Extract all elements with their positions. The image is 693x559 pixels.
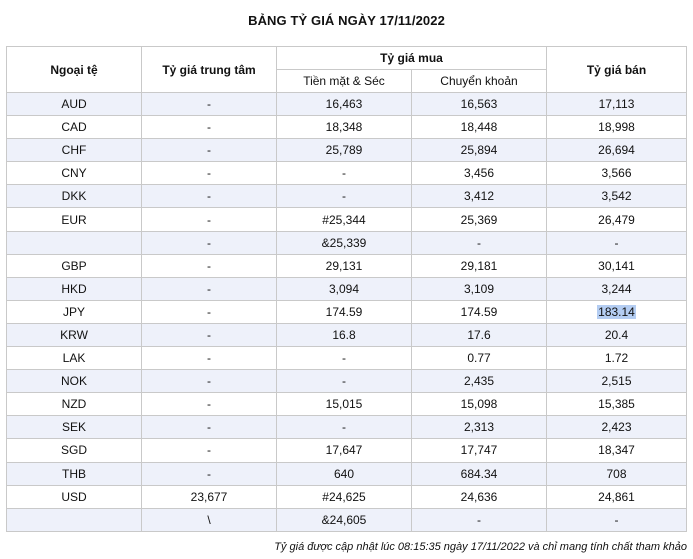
cell-buy-cash: 174.59 <box>277 300 412 323</box>
cell-central-rate: - <box>142 231 277 254</box>
cell-currency: SEK <box>7 416 142 439</box>
cell-buy-cash: 18,348 <box>277 116 412 139</box>
cell-central-rate: - <box>142 462 277 485</box>
cell-sell-rate: 18,347 <box>547 439 687 462</box>
cell-buy-transfer: 3,456 <box>412 162 547 185</box>
cell-buy-cash: - <box>277 162 412 185</box>
table-row <box>7 254 687 277</box>
cell-buy-cash: #24,625 <box>277 485 412 508</box>
table-row <box>7 208 687 231</box>
cell-central-rate: - <box>142 116 277 139</box>
cell-central-rate: - <box>142 185 277 208</box>
table-row <box>7 185 687 208</box>
header-buy-rate: Tỷ giá mua <box>277 47 547 70</box>
header-buy-cash: Tiền mặt & Séc <box>277 70 412 93</box>
cell-buy-transfer: 24,636 <box>412 485 547 508</box>
cell-central-rate: - <box>142 93 277 116</box>
cell-sell-rate: 17,113 <box>547 93 687 116</box>
cell-buy-transfer: 16,563 <box>412 93 547 116</box>
cell-currency: NZD <box>7 393 142 416</box>
cell-sell-rate: - <box>547 508 687 531</box>
cell-currency <box>7 508 142 531</box>
cell-currency: LAK <box>7 347 142 370</box>
cell-sell-rate: 3,244 <box>547 277 687 300</box>
table-row <box>7 416 687 439</box>
cell-buy-transfer: 3,412 <box>412 185 547 208</box>
cell-currency: DKK <box>7 185 142 208</box>
cell-sell-rate: 20.4 <box>547 323 687 346</box>
cell-sell-rate: 26,694 <box>547 139 687 162</box>
cell-buy-transfer: 174.59 <box>412 300 547 323</box>
cell-sell-rate: - <box>547 231 687 254</box>
table-row <box>7 277 687 300</box>
cell-central-rate: - <box>142 208 277 231</box>
cell-sell-rate: 3,566 <box>547 162 687 185</box>
table-row <box>7 462 687 485</box>
cell-currency: USD <box>7 485 142 508</box>
cell-central-rate: - <box>142 393 277 416</box>
cell-sell-rate: 24,861 <box>547 485 687 508</box>
cell-sell-rate: 30,141 <box>547 254 687 277</box>
cell-buy-cash: - <box>277 416 412 439</box>
cell-sell-rate: 18,998 <box>547 116 687 139</box>
selected-text[interactable]: 183.14 <box>598 304 635 319</box>
cell-currency: HKD <box>7 277 142 300</box>
cell-buy-cash: 25,789 <box>277 139 412 162</box>
cell-buy-cash: 16.8 <box>277 323 412 346</box>
cell-buy-transfer: 684.34 <box>412 462 547 485</box>
cell-buy-transfer: 18,448 <box>412 116 547 139</box>
cell-central-rate: - <box>142 254 277 277</box>
cell-buy-cash: 640 <box>277 462 412 485</box>
cell-central-rate: - <box>142 139 277 162</box>
cell-buy-cash: 3,094 <box>277 277 412 300</box>
cell-currency: THB <box>7 462 142 485</box>
cell-currency: AUD <box>7 93 142 116</box>
cell-central-rate: - <box>142 300 277 323</box>
cell-central-rate: - <box>142 162 277 185</box>
cell-central-rate: 23,677 <box>142 485 277 508</box>
table-row <box>7 139 687 162</box>
cell-buy-transfer: 2,435 <box>412 370 547 393</box>
cell-sell-rate <box>547 300 687 323</box>
header-sell-rate: Tỷ giá bán <box>547 47 687 93</box>
cell-currency: CHF <box>7 139 142 162</box>
table-row <box>7 485 687 508</box>
cell-central-rate: - <box>142 277 277 300</box>
cell-buy-cash: 29,131 <box>277 254 412 277</box>
cell-currency: GBP <box>7 254 142 277</box>
header-buy-transfer: Chuyển khoản <box>412 70 547 93</box>
cell-buy-cash: &25,339 <box>277 231 412 254</box>
cell-sell-rate: 2,515 <box>547 370 687 393</box>
cell-buy-transfer: 29,181 <box>412 254 547 277</box>
cell-buy-cash: - <box>277 347 412 370</box>
cell-currency: CNY <box>7 162 142 185</box>
table-row <box>7 508 687 531</box>
table-row <box>7 323 687 346</box>
table-row <box>7 439 687 462</box>
cell-buy-cash: &24,605 <box>277 508 412 531</box>
exchange-rate-table <box>6 46 687 532</box>
cell-sell-rate: 15,385 <box>547 393 687 416</box>
cell-currency: CAD <box>7 116 142 139</box>
cell-buy-cash: - <box>277 370 412 393</box>
cell-central-rate: \ <box>142 508 277 531</box>
cell-central-rate: - <box>142 439 277 462</box>
cell-central-rate: - <box>142 347 277 370</box>
table-row <box>7 93 687 116</box>
table-row <box>7 370 687 393</box>
page-title: BẢNG TỶ GIÁ NGÀY 17/11/2022 <box>248 13 445 28</box>
cell-buy-transfer: - <box>412 508 547 531</box>
cell-sell-rate: 1.72 <box>547 347 687 370</box>
cell-sell-rate: 708 <box>547 462 687 485</box>
cell-buy-transfer: 15,098 <box>412 393 547 416</box>
header-central-rate: Tỷ giá trung tâm <box>142 47 277 93</box>
cell-buy-cash: #25,344 <box>277 208 412 231</box>
cell-buy-transfer: 3,109 <box>412 277 547 300</box>
cell-buy-cash: - <box>277 185 412 208</box>
cell-sell-rate: 3,542 <box>547 185 687 208</box>
cell-buy-transfer: 25,369 <box>412 208 547 231</box>
cell-buy-transfer: - <box>412 231 547 254</box>
cell-sell-rate: 26,479 <box>547 208 687 231</box>
rate-table-body <box>7 93 687 532</box>
cell-sell-rate: 2,423 <box>547 416 687 439</box>
cell-currency: JPY <box>7 300 142 323</box>
cell-buy-transfer: 17,747 <box>412 439 547 462</box>
cell-buy-transfer: 2,313 <box>412 416 547 439</box>
cell-currency <box>7 231 142 254</box>
table-row <box>7 300 687 323</box>
cell-buy-transfer: 17.6 <box>412 323 547 346</box>
cell-central-rate: - <box>142 323 277 346</box>
cell-central-rate: - <box>142 370 277 393</box>
cell-currency: EUR <box>7 208 142 231</box>
table-row <box>7 393 687 416</box>
cell-buy-transfer: 0.77 <box>412 347 547 370</box>
cell-currency: SGD <box>7 439 142 462</box>
cell-currency: NOK <box>7 370 142 393</box>
cell-buy-cash: 17,647 <box>277 439 412 462</box>
cell-central-rate: - <box>142 416 277 439</box>
header-currency: Ngoại tệ <box>7 47 142 93</box>
table-row <box>7 162 687 185</box>
cell-currency: KRW <box>7 323 142 346</box>
update-footnote: Tỷ giá được cập nhật lúc 08:15:35 ngày 17/11/2022 và chỉ mang tính chất tham khảo <box>274 541 687 553</box>
cell-buy-cash: 16,463 <box>277 93 412 116</box>
cell-buy-cash: 15,015 <box>277 393 412 416</box>
cell-buy-transfer: 25,894 <box>412 139 547 162</box>
table-row <box>7 347 687 370</box>
table-row <box>7 116 687 139</box>
table-row <box>7 231 687 254</box>
